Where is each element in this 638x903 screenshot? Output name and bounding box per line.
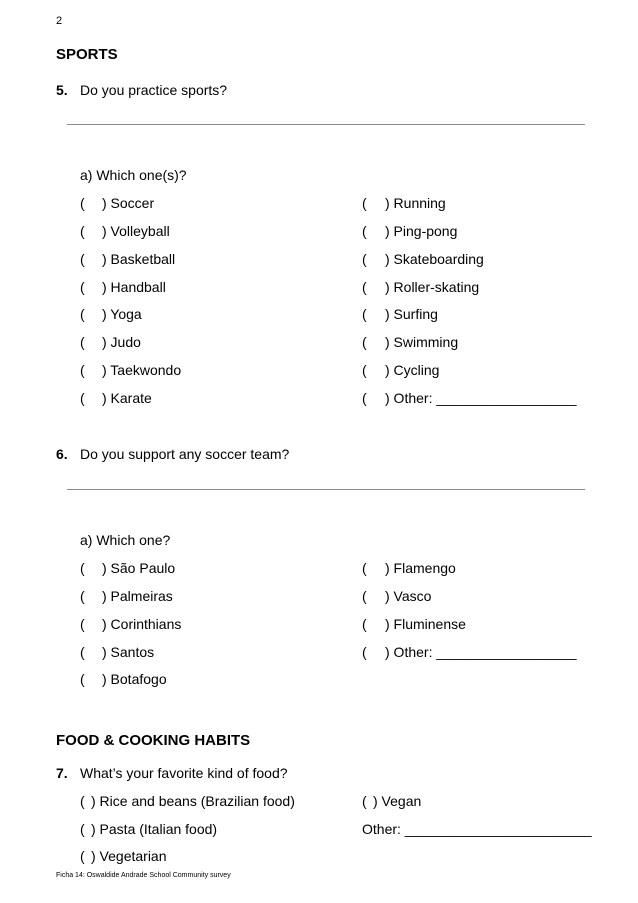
checkbox-yoga[interactable]: ( (80, 306, 85, 322)
option-food-other[interactable]: Other: ________________________ (362, 821, 592, 837)
page-footer: Ficha 14: Oswaldide Andrade School Community survey (56, 872, 231, 879)
option-judo: ) Judo (102, 334, 141, 350)
checkbox-soccer[interactable]: ( (80, 195, 85, 211)
option-soccer: ) Soccer (102, 195, 155, 211)
option-taekwondo: ) Taekwondo (102, 362, 182, 378)
option-running: ) Running (385, 195, 446, 211)
checkbox-running[interactable]: ( (362, 195, 367, 211)
option-corinthians: ) Corinthians (102, 616, 182, 632)
checkbox-team-other[interactable]: ( (362, 644, 367, 660)
answer-line-q5[interactable] (67, 124, 585, 125)
question-7-text: What’s your favorite kind of food? (80, 765, 288, 781)
checkbox-cycling[interactable]: ( (362, 362, 367, 378)
question-6-sub-label: a) Which one? (80, 532, 171, 548)
option-ping-pong: ) Ping-pong (385, 223, 458, 239)
question-7-number: 7. (56, 765, 68, 781)
checkbox-pasta[interactable]: ( (80, 821, 85, 837)
option-fluminense: ) Fluminense (385, 616, 466, 632)
food-heading: FOOD & COOKING HABITS (56, 732, 251, 749)
option-sao-paulo: ) São Paulo (102, 560, 176, 576)
checkbox-rice-and-beans[interactable]: ( (80, 793, 85, 809)
checkbox-corinthians[interactable]: ( (80, 616, 85, 632)
option-pasta: ) Pasta (Italian food) (91, 821, 218, 837)
question-5-number: 5. (56, 82, 68, 98)
option-botafogo: ) Botafogo (102, 671, 167, 687)
checkbox-vegetarian[interactable]: ( (80, 848, 85, 864)
option-surfing: ) Surfing (385, 306, 438, 322)
option-karate: ) Karate (102, 390, 152, 406)
checkbox-volleyball[interactable]: ( (80, 223, 85, 239)
checkbox-karate[interactable]: ( (80, 390, 85, 406)
option-yoga: ) Yoga (102, 306, 142, 322)
option-vegetarian: ) Vegetarian (91, 848, 167, 864)
option-vegan: ) Vegan (373, 793, 422, 809)
question-5-sub-label: a) Which one(s)? (80, 167, 187, 183)
option-vasco: ) Vasco (385, 588, 432, 604)
option-roller-skating: ) Roller-skating (385, 279, 480, 295)
checkbox-ping-pong[interactable]: ( (362, 223, 367, 239)
page-number: 2 (56, 15, 63, 27)
checkbox-surfing[interactable]: ( (362, 306, 367, 322)
checkbox-flamengo[interactable]: ( (362, 560, 367, 576)
checkbox-judo[interactable]: ( (80, 334, 85, 350)
answer-line-q6[interactable] (67, 489, 585, 490)
question-6-text: Do you support any soccer team? (80, 446, 290, 462)
option-palmeiras: ) Palmeiras (102, 588, 173, 604)
checkbox-sport-other[interactable]: ( (362, 390, 367, 406)
checkbox-vegan[interactable]: ( (362, 793, 367, 809)
checkbox-fluminense[interactable]: ( (362, 616, 367, 632)
checkbox-vasco[interactable]: ( (362, 588, 367, 604)
option-santos: ) Santos (102, 644, 155, 660)
option-swimming: ) Swimming (385, 334, 459, 350)
option-skateboarding: ) Skateboarding (385, 251, 484, 267)
checkbox-handball[interactable]: ( (80, 279, 85, 295)
checkbox-sao-paulo[interactable]: ( (80, 560, 85, 576)
sports-heading: SPORTS (56, 46, 118, 63)
option-flamengo: ) Flamengo (385, 560, 456, 576)
option-cycling: ) Cycling (385, 362, 440, 378)
checkbox-skateboarding[interactable]: ( (362, 251, 367, 267)
question-6-number: 6. (56, 446, 68, 462)
option-team-other[interactable]: ) Other: __________________ (385, 644, 577, 660)
checkbox-palmeiras[interactable]: ( (80, 588, 85, 604)
option-sport-other[interactable]: ) Other: __________________ (385, 390, 577, 406)
option-handball: ) Handball (102, 279, 166, 295)
option-volleyball: ) Volleyball (102, 223, 170, 239)
checkbox-swimming[interactable]: ( (362, 334, 367, 350)
option-rice-and-beans: ) Rice and beans (Brazilian food) (91, 793, 295, 809)
checkbox-roller-skating[interactable]: ( (362, 279, 367, 295)
checkbox-botafogo[interactable]: ( (80, 671, 85, 687)
question-5-text: Do you practice sports? (80, 82, 228, 98)
checkbox-basketball[interactable]: ( (80, 251, 85, 267)
checkbox-taekwondo[interactable]: ( (80, 362, 85, 378)
option-basketball: ) Basketball (102, 251, 176, 267)
checkbox-santos[interactable]: ( (80, 644, 85, 660)
